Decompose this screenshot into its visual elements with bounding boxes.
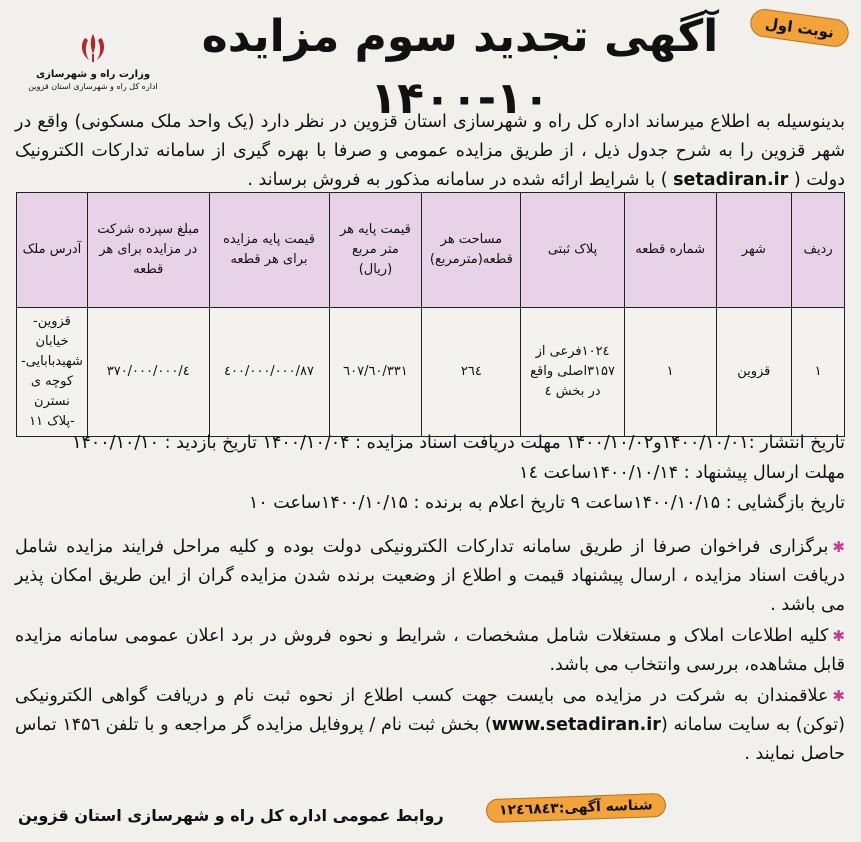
condition-text-3-end: ) بخش ثبت نام / پروفایل مزایده گر مراجعه و با تلفن ۱۴۵٦ تماس حاصل نمایند . [15,715,845,764]
cell-lot-number: ۱ [624,308,716,437]
condition-text-1: برگزاری فراخوان صرفا از طریق سامانه تدارکات الکترونیکی دولت بوده و کلیه مراحل فرایند مزایده شامل دریافت اسناد مزایده ، ارسال پیشنهاد قیمت و اطلاع از وضعیت برنده شدن مزایده گران از این طریق امکان پذیر می باشد . [15,537,845,615]
header-city: شهر [716,193,792,308]
cell-registration-plate: ۱۰۲٤فرعی از ۳۱۵۷اصلی واقع در بخش ٤ [521,308,624,437]
cell-city: قزوین [716,308,792,437]
dates-opening-line: تاریخ بازگشایی : ۱۴۰۰/۱۰/۱۵ساعت ۹ تاریخ اعلام به برنده : ۱۴۰۰/۱۰/۱۵ساعت ۱۰ [248,493,845,513]
list-item [15,682,845,769]
setadiran-website-link[interactable]: www.setadiran.ir [491,715,661,735]
cell-row-number: ۱ [792,308,845,437]
table-row [17,308,845,437]
header-price-per-sqm: قیمت پایه هر متر مربع (ریال) [329,193,422,308]
header-lot-number: شماره قطعه [624,193,716,308]
conditions-list [15,533,845,771]
cell-price-per-sqm: ۳۳۱/٦۰/٦۰۷ [329,308,422,437]
table-header-row [17,193,845,308]
bullet-star-icon: ✱ [832,538,845,556]
cell-base-price: ۸۷/٤۰۰/۰۰۰/۰۰۰ [209,308,329,437]
cell-address: قزوین- خیابان شهیدبابایی- کوچه ی نسترن -پلاک ۱۱ [17,308,88,437]
condition-text-3-start: علاقمندان به شرکت در مزایده می بایست جهت کسب اطلاع از نحوه ثبت نام و دریافت گواهی الکترونیکی (توکن) به سایت سامانه ( [15,686,845,735]
list-item [15,533,845,620]
cell-deposit: ٤/۳۷۰/۰۰۰/۰۰۰ [87,308,209,437]
cell-area: ۲٦٤ [422,308,521,437]
header-registration-plate: پلاک ثبتی [521,193,624,308]
ad-id-badge: شناسه آگهی:۱۲٤٦۸٤۳ [486,793,666,823]
dates-publication-line: تاریخ انتشار :۱۴۰۰/۱۰/۰۱و۱۴۰۰/۱۰/۰۲ مهلت دریافت اسناد مزایده : ۱۴۰۰/۱۰/۰۴ تاریخ بازدید : ۱۴۰۰/۱۰/۱۰ [72,433,845,453]
intro-paragraph [15,108,845,195]
logo-subtitle: اداره کل راه و شهرسازی استان قزوین [28,82,158,91]
header-row-number: ردیف [792,193,845,308]
condition-text-2: کلیه اطلاعات املاک و مستغلات شامل مشخصات ، شرایط و نحوه فروش در برد اعلان عمومی سامانه مزایده قابل مشاهده، بررسی وانتخاب می باشد. [15,626,845,675]
ministry-logo [18,30,168,92]
property-table [16,192,845,437]
public-relations-signature: روابط عمومی اداره کل راه و شهرسازی استان قزوین [18,806,444,825]
intro-text-start: بدینوسیله به اطلاع میرساند اداره کل راه و شهرسازی استان قزوین در نظر دارد (یک واحد ملک مسکونی) واقع در شهر قزوین را به شرح جدول ذیل ، از طریق مزایده عمومی و صرفا با بهره گیری از سامانه تدارکات الکترونیک دولت ( [15,112,845,190]
notice-title: آگهی تجدید سوم مزایده ۱۰-۱۴۰۰ [201,11,719,124]
header-address: آدرس ملک [17,193,88,308]
notice-round-badge: نوبت اول [748,7,850,49]
setadiran-link[interactable]: setadiran.ir [673,170,789,190]
header-area: مساحت هر قطعه(مترمربع) [422,193,521,308]
dates-submission-line: مهلت ارسال پیشنهاد : ۱۴۰۰/۱۰/۱۴ساعت ۱٤ [519,463,845,483]
bullet-star-icon: ✱ [832,687,845,705]
bullet-star-icon: ✱ [832,627,845,645]
list-item [15,622,845,680]
intro-text-end: ) با شرایط ارائه شده در سامانه مذکور به فروش برساند . [247,170,674,190]
header-base-price: قیمت پایه مزایده برای هر قطعه [209,193,329,308]
iran-emblem-icon [75,30,111,66]
logo-ministry-name: وزارت راه و شهرسازی [35,69,151,80]
schedule-dates [15,428,845,518]
header-deposit: مبلغ سپرده شرکت در مزایده برای هر قطعه [87,193,209,308]
